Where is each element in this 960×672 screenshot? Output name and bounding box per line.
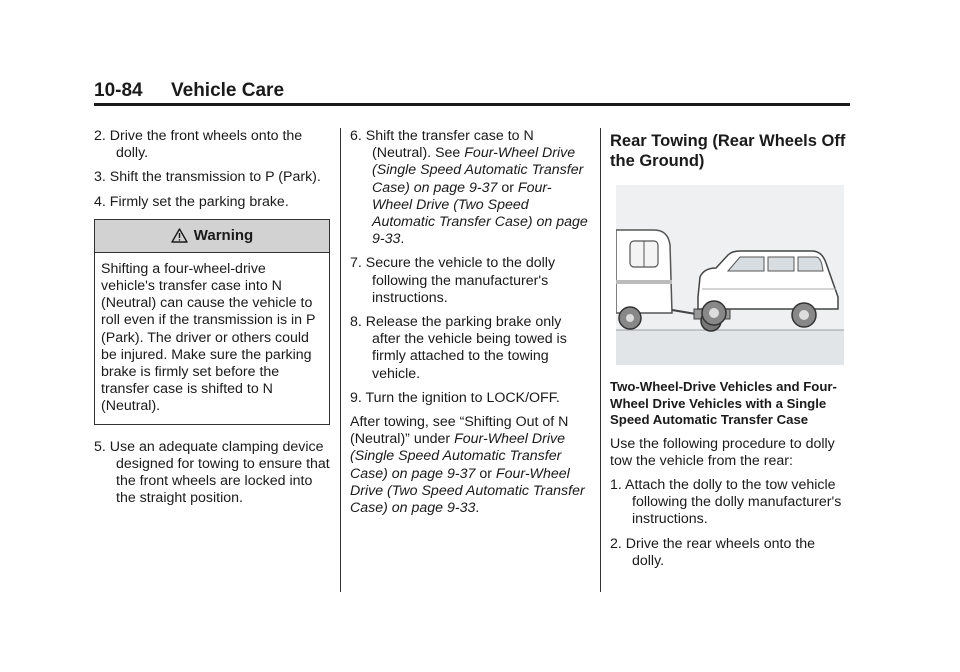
warning-box xyxy=(94,219,330,425)
step-2-front: 2. Drive the front wheels onto the dolly. xyxy=(94,128,303,162)
after-text: After towing, see “Shifting Out of N (Neutral)” under xyxy=(350,414,569,448)
rear-towing-illustration xyxy=(616,185,844,365)
step-5-front: 5. Use an adequate clamping device designed for towing to ensure that the front wheels are locked into the straight position. xyxy=(94,438,330,507)
column-2 xyxy=(350,128,590,524)
step-6-link-2[interactable]: Four-Wheel Drive (Two Speed Automatic Transfer Case) on page 9-33 xyxy=(372,179,588,248)
step-6-text: 6. Shift the transfer case to N (Neutral). See xyxy=(350,128,534,162)
step-2-rear: 2. Drive the rear wheels onto the dolly. xyxy=(610,535,816,569)
step-6-link-1[interactable]: Four-Wheel Drive (Single Speed Automatic Transfer Case) on page 9-37 xyxy=(372,145,584,196)
after-end: . xyxy=(475,500,480,517)
column-1 xyxy=(94,128,330,514)
after-link-2[interactable]: Four-Wheel Drive (Two Speed Automatic Transfer Case) on page 9-33 xyxy=(350,465,585,517)
column-divider-1 xyxy=(340,128,341,592)
rear-towing-intro: Use the following procedure to dolly tow the vehicle from the rear: xyxy=(610,435,835,469)
step-3-front: 3. Shift the transmission to P (Park). xyxy=(94,169,321,186)
step-6-end: . xyxy=(400,231,405,248)
step-1-rear: 1. Attach the dolly to the tow vehicle following the dolly manufacturer's instructions. xyxy=(610,476,842,528)
figure-caption: Two-Wheel-Drive Vehicles and Four-Wheel Drive Vehicles with a Single Speed Automatic Transfer Case xyxy=(610,379,837,427)
after-or: or xyxy=(475,465,496,482)
column-divider-2 xyxy=(600,128,601,592)
tow-vehicle-dolly-illustration xyxy=(616,185,844,365)
warning-header xyxy=(95,220,329,253)
warning-title: Warning xyxy=(193,227,254,245)
warning-triangle-icon xyxy=(171,228,188,243)
step-8-front: 8. Release the parking brake only after the vehicle being towed is firmly attached to the towing vehicle. xyxy=(350,314,567,382)
step-7-front: 7. Secure the vehicle to the dolly following the manufacturer's instructions. xyxy=(350,255,556,306)
header-rule xyxy=(94,103,850,106)
after-link-1[interactable]: Four-Wheel Drive (Single Speed Automatic Transfer Case) on page 9-37 xyxy=(350,431,565,482)
step-6-front xyxy=(350,128,590,248)
step-4-front: 4. Firmly set the parking brake. xyxy=(94,193,289,210)
step-9-front: 9. Turn the ignition to LOCK/OFF. xyxy=(350,389,560,406)
after-towing-note xyxy=(350,414,590,517)
step-6-or: or xyxy=(497,179,518,196)
rear-towing-heading: Rear Towing (Rear Wheels Off the Ground) xyxy=(610,132,846,170)
section-title: Vehicle Care xyxy=(171,80,285,101)
page-number: 10-84 xyxy=(94,80,143,101)
warning-body: Shifting a four-wheel-drive vehicle's transfer case into N (Neutral) can cause the vehicle to roll even if the transmission is in P (Park). The driver or others could be injured. Make sure the parking brake is firmly set before the transfer case is shifted to N (Neutral). xyxy=(101,260,316,415)
column-3 xyxy=(610,128,850,577)
